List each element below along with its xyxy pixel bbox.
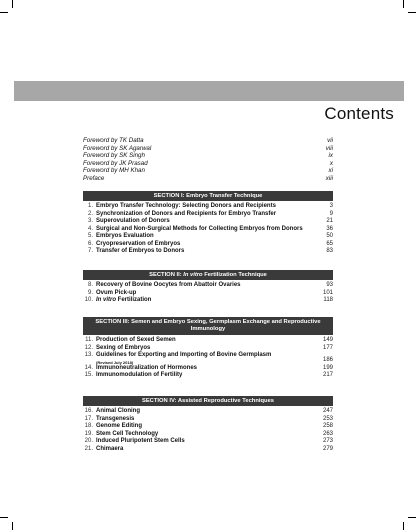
entry-title: Embryo Transfer Technology: Selecting Donors and Recipients bbox=[96, 203, 276, 209]
toc-entry[interactable] bbox=[83, 248, 333, 256]
entry-title: Immunoneutralization of Hormones bbox=[96, 364, 198, 371]
entry-title: Embryos Evaluation bbox=[96, 233, 154, 239]
toc-entry[interactable] bbox=[83, 372, 333, 380]
preface-label: Preface bbox=[83, 174, 105, 182]
entry-title: Stem Cell Technology bbox=[96, 430, 159, 437]
entry-title: Sexing of Embryos bbox=[96, 344, 151, 351]
entry-title: Guidelines for Exporting and Importing of Bovine Germplasm bbox=[96, 352, 272, 358]
entry-page: 217 bbox=[322, 372, 333, 378]
section-2 bbox=[83, 270, 333, 305]
foreword-page: xi bbox=[328, 167, 333, 174]
entry-number: 12. bbox=[84, 344, 93, 351]
entry-title: Immunomodulation of Fertility bbox=[96, 372, 183, 378]
toc-entry[interactable] bbox=[83, 438, 333, 446]
entry-number: 1. bbox=[87, 203, 93, 209]
entry-number: 20. bbox=[84, 438, 93, 444]
entry-number: 14. bbox=[84, 364, 93, 371]
entry-title: Ovum Pick-up bbox=[96, 289, 137, 296]
foreword-entry[interactable] bbox=[83, 137, 333, 144]
entry-number: 3. bbox=[87, 218, 93, 224]
toc-entry[interactable] bbox=[83, 337, 333, 345]
entry-number: 13. bbox=[84, 352, 93, 358]
section-heading: SECTION III: Semen and Embryo Sexing, Germplasm Exchange and Reproductive Immunology bbox=[83, 317, 333, 335]
entry-title: Induced Pluripotent Stem Cells bbox=[96, 438, 185, 444]
entry-page: 258 bbox=[322, 423, 333, 429]
foreword-page: viii bbox=[325, 144, 333, 152]
entry-number: 7. bbox=[87, 248, 93, 254]
entry-page: 36 bbox=[326, 225, 333, 232]
entry-number: 8. bbox=[87, 282, 93, 288]
foreword-page: ix bbox=[328, 152, 333, 159]
entry-number: 10. bbox=[84, 297, 93, 303]
foreword-label: Foreword by SK Agarwal bbox=[83, 144, 152, 152]
entry-title: Surgical and Non-Surgical Methods for Collecting Embryos from Donors bbox=[96, 225, 303, 232]
entry-number: 16. bbox=[84, 408, 93, 414]
entry-title: In vitro Fertilization bbox=[96, 297, 152, 303]
entry-number: 9. bbox=[87, 289, 93, 296]
entry-title: Genome Editing bbox=[96, 423, 143, 429]
entry-number: 5. bbox=[87, 233, 93, 239]
entry-title: Recovery of Bovine Oocytes from Abattoir Ovaries bbox=[96, 282, 241, 288]
preface-page: xiii bbox=[325, 174, 333, 182]
entry-page: 21 bbox=[326, 218, 333, 224]
toc-entry[interactable] bbox=[83, 446, 333, 454]
entry-number: 21. bbox=[84, 445, 93, 452]
entry-page: 50 bbox=[326, 233, 333, 239]
entry-number: 18. bbox=[84, 423, 93, 429]
toc-entry[interactable] bbox=[83, 297, 333, 305]
foreword-label: Foreword by JK Prasad bbox=[83, 159, 148, 167]
entry-subtitle: (Revised July 2018) bbox=[96, 359, 134, 365]
entry-page: 101 bbox=[322, 289, 333, 296]
entry-title: Superovulation of Donors bbox=[96, 218, 170, 224]
entry-page: 3 bbox=[329, 203, 333, 209]
crop-mark-bottom-right-h bbox=[408, 517, 416, 518]
section-heading: SECTION II: In vitro Fertilization Technique bbox=[83, 270, 333, 280]
entry-page: 118 bbox=[323, 297, 333, 303]
toc-entry[interactable] bbox=[83, 218, 333, 226]
toc-entry[interactable] bbox=[83, 211, 333, 219]
foreword-label: Foreword by SK Singh bbox=[83, 152, 145, 159]
foreword-entry[interactable] bbox=[83, 152, 333, 159]
toc-entry[interactable] bbox=[83, 416, 333, 424]
foreword-page: vii bbox=[327, 137, 333, 144]
entry-number: 17. bbox=[84, 415, 93, 422]
entry-title: Transfer of Embryos to Donors bbox=[96, 248, 185, 254]
entry-number: 2. bbox=[87, 210, 93, 217]
foreword-label: Foreword by TK Datta bbox=[83, 137, 144, 144]
crop-mark-top-left-h bbox=[0, 12, 8, 13]
entry-page: 263 bbox=[322, 430, 333, 437]
entry-number: 19. bbox=[84, 430, 93, 437]
crop-mark-top-right-v bbox=[403, 0, 404, 8]
foreword-label: Foreword by MH Khan bbox=[83, 167, 145, 174]
section-1 bbox=[83, 191, 333, 256]
entry-page: 65 bbox=[326, 240, 333, 247]
entry-title: Chimaera bbox=[96, 445, 124, 452]
entry-number: 11. bbox=[85, 337, 93, 343]
entry-page: 199 bbox=[322, 364, 333, 371]
toc-entry[interactable] bbox=[83, 408, 333, 416]
toc-entry[interactable] bbox=[83, 241, 333, 249]
entry-number: 4. bbox=[87, 225, 93, 232]
entry-title-block bbox=[96, 352, 319, 365]
section-heading: SECTION I: Embryo Transfer Technique bbox=[83, 191, 333, 201]
entry-page: 83 bbox=[326, 248, 333, 254]
entry-title: Cryopreservation of Embryos bbox=[96, 240, 181, 247]
crop-mark-bottom-left-h bbox=[0, 517, 8, 518]
crop-mark-top-right-h bbox=[408, 12, 416, 13]
entry-page: 93 bbox=[326, 282, 333, 288]
page-title: Contents bbox=[324, 104, 394, 123]
toc-entry[interactable] bbox=[83, 226, 333, 234]
foreword-entry[interactable] bbox=[83, 160, 333, 167]
entry-page: 186 bbox=[322, 357, 333, 363]
toc-entry[interactable] bbox=[83, 233, 333, 241]
toc-entry[interactable] bbox=[83, 345, 333, 353]
toc-entry[interactable] bbox=[83, 290, 333, 298]
foreword-entry[interactable] bbox=[83, 175, 333, 182]
entry-title: Animal Cloning bbox=[96, 408, 140, 414]
toc-entry[interactable] bbox=[83, 365, 333, 373]
toc-entry[interactable] bbox=[83, 203, 333, 211]
entry-number: 15. bbox=[84, 372, 93, 378]
section-4 bbox=[83, 396, 333, 453]
entry-page: 279 bbox=[322, 445, 333, 452]
crop-mark-bottom-left-v bbox=[12, 522, 13, 530]
entry-page: 177 bbox=[322, 344, 333, 351]
foreword-page: x bbox=[329, 159, 333, 167]
foreword-entry[interactable] bbox=[83, 145, 333, 152]
header-band bbox=[14, 81, 404, 101]
toc-entry[interactable] bbox=[83, 423, 333, 431]
toc-entry[interactable] bbox=[83, 352, 333, 365]
section-3 bbox=[83, 317, 333, 380]
entry-title: Synchronization of Donors and Recipients for Embryo Transfer bbox=[96, 210, 277, 217]
crop-mark-bottom-right-v bbox=[403, 522, 404, 530]
foreword-entry[interactable] bbox=[83, 167, 333, 174]
section-heading: SECTION IV: Assisted Reproductive Techniques bbox=[83, 396, 333, 406]
toc-entry[interactable] bbox=[83, 282, 333, 290]
entry-page: 247 bbox=[322, 408, 333, 414]
entry-page: 273 bbox=[322, 438, 333, 444]
entry-title: Production of Sexed Semen bbox=[96, 337, 176, 343]
entry-page: 9 bbox=[329, 210, 333, 217]
crop-mark-top-left-v bbox=[12, 0, 13, 8]
entry-page: 253 bbox=[322, 415, 333, 422]
entry-number: 6. bbox=[87, 240, 93, 247]
toc-entry[interactable] bbox=[83, 431, 333, 439]
entry-page: 149 bbox=[322, 337, 333, 343]
entry-title: Transgenesis bbox=[96, 415, 135, 422]
